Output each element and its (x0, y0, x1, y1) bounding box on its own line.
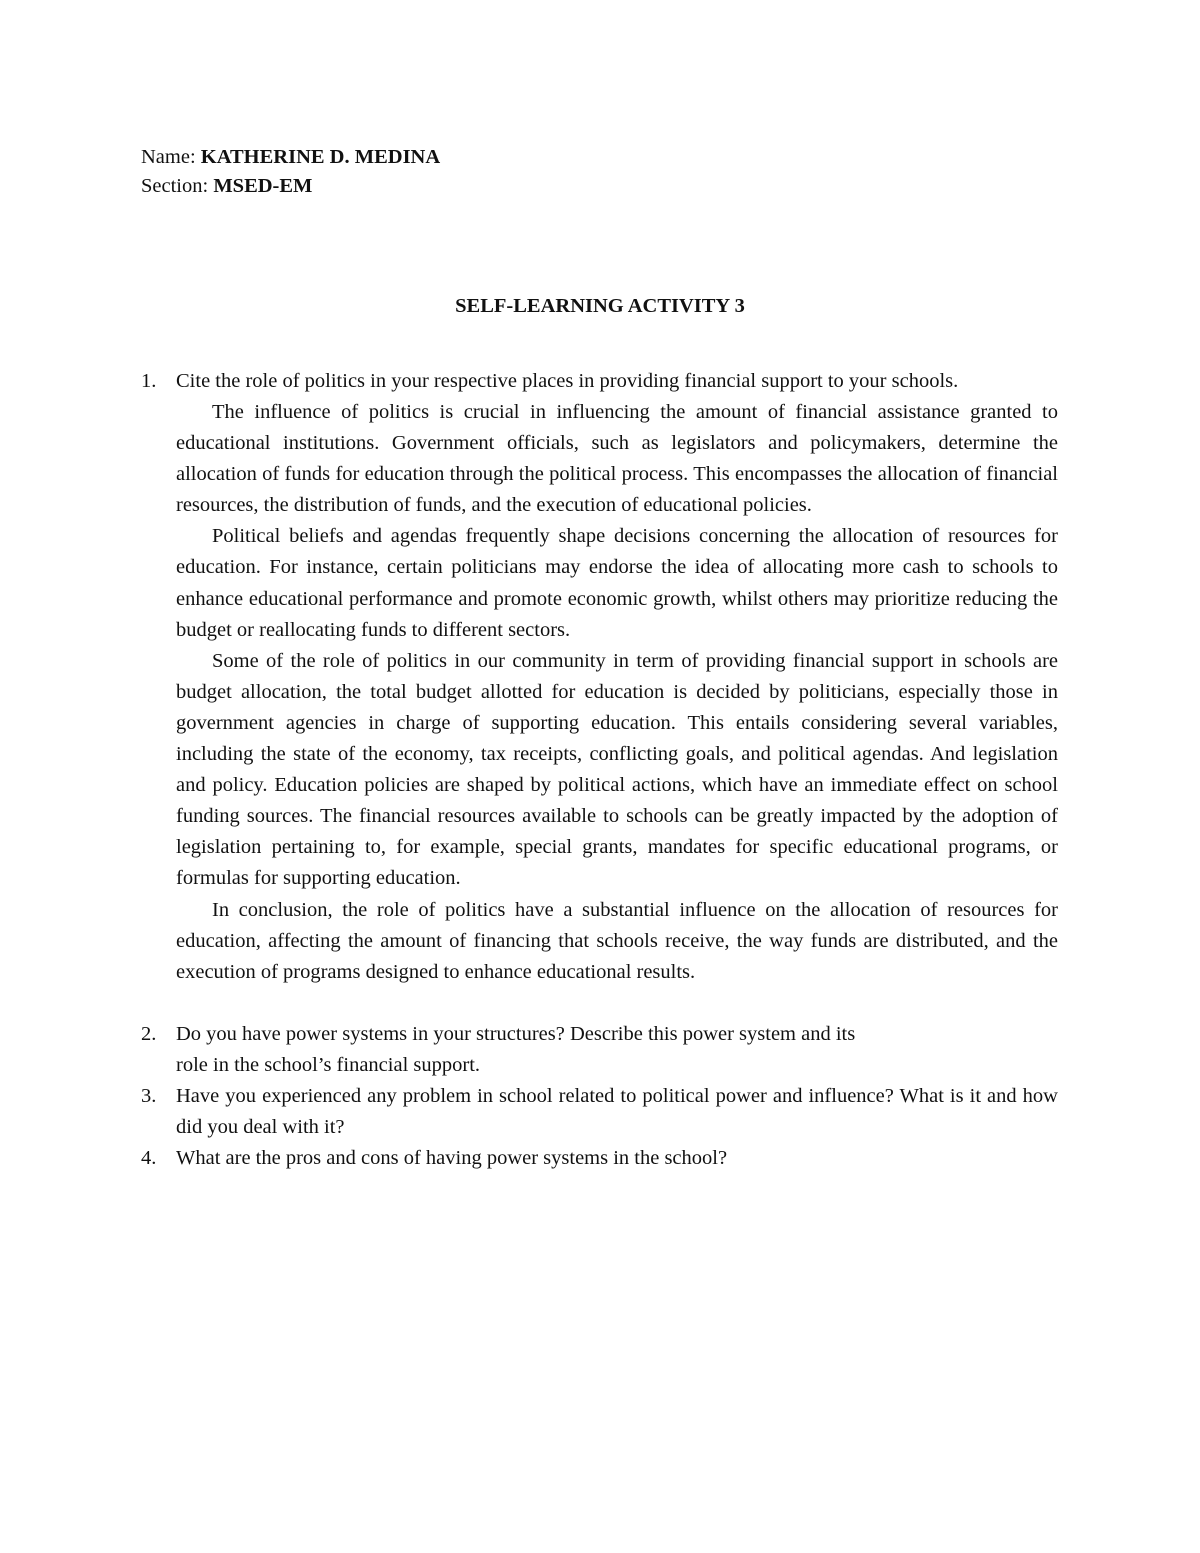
name-line (141, 143, 440, 172)
section-label: Section: (141, 175, 214, 197)
section-line (141, 172, 440, 201)
question-number: 4. (141, 1146, 157, 1169)
name-value: KATHERINE D. MEDINA (200, 146, 441, 168)
question-number: 2. (141, 1022, 157, 1045)
question-3 (141, 1081, 1058, 1143)
question-text-line: role in the school’s financial support. (176, 1053, 481, 1076)
question-2 (141, 1019, 1058, 1081)
question-text: What are the pros and cons of having power systems in the school? (176, 1146, 728, 1169)
section-value: MSED-EM (213, 175, 313, 197)
answer-paragraph: Political beliefs and agendas frequently shape decisions concerning the allocation of resources for education. For instance, certain politicians may endorse the idea of allocating more cash to schools to enhance educational performance and promote economic growth, whilst others may prioritize reducing the budget or reallocating funds to different sectors. (176, 525, 1058, 641)
answer-paragraph: In conclusion, the role of politics have a substantial influence on the allocation of resources for education, affecting the amount of financing that schools receive, the way funds are distributed, and the execution of programs designed to enhance educational results. (176, 898, 1058, 983)
activity-title: SELF-LEARNING ACTIVITY 3 (455, 295, 745, 317)
spacer (141, 988, 1058, 1019)
question-text: Have you experienced any problem in school related to political power and influence? What is it and how did you deal with it? (176, 1084, 1058, 1138)
question-list (141, 366, 1058, 1174)
question-text-line: Do you have power systems in your structures? Describe this power system and its (176, 1022, 856, 1045)
question-number: 1. (141, 370, 157, 392)
answer-paragraph: The influence of politics is crucial in influencing the amount of financial assistance granted to educational institutions. Government officials, such as legislators and policymakers, determine the allocation of funds for education through the political process. This encompasses the allocation of financial resources, the distribution of funds, and the execution of educational policies. (176, 401, 1058, 517)
question-number: 3. (141, 1084, 157, 1107)
answer-paragraph: Some of the role of politics in our community in term of providing financial support in schools are budget allocation, the total budget allotted for education is decided by politicians, especially those in government agencies in charge of supporting education. This entails considering several variables, including the state of the economy, tax receipts, conflicting goals, and political agendas. And legislation and policy. Education policies are shaped by political actions, which have an immediate effect on school funding sources. The financial resources available to schools can be greatly impacted by the adoption of legislation pertaining to, for example, special grants, mandates for specific educational programs, or formulas for supporting education. (176, 649, 1058, 890)
question-1 (141, 366, 1058, 988)
question-text: Cite the role of politics in your respective places in providing financial support to your schools. (176, 370, 959, 392)
question-4 (141, 1143, 1058, 1174)
student-info (141, 143, 440, 201)
name-label: Name: (141, 146, 201, 168)
